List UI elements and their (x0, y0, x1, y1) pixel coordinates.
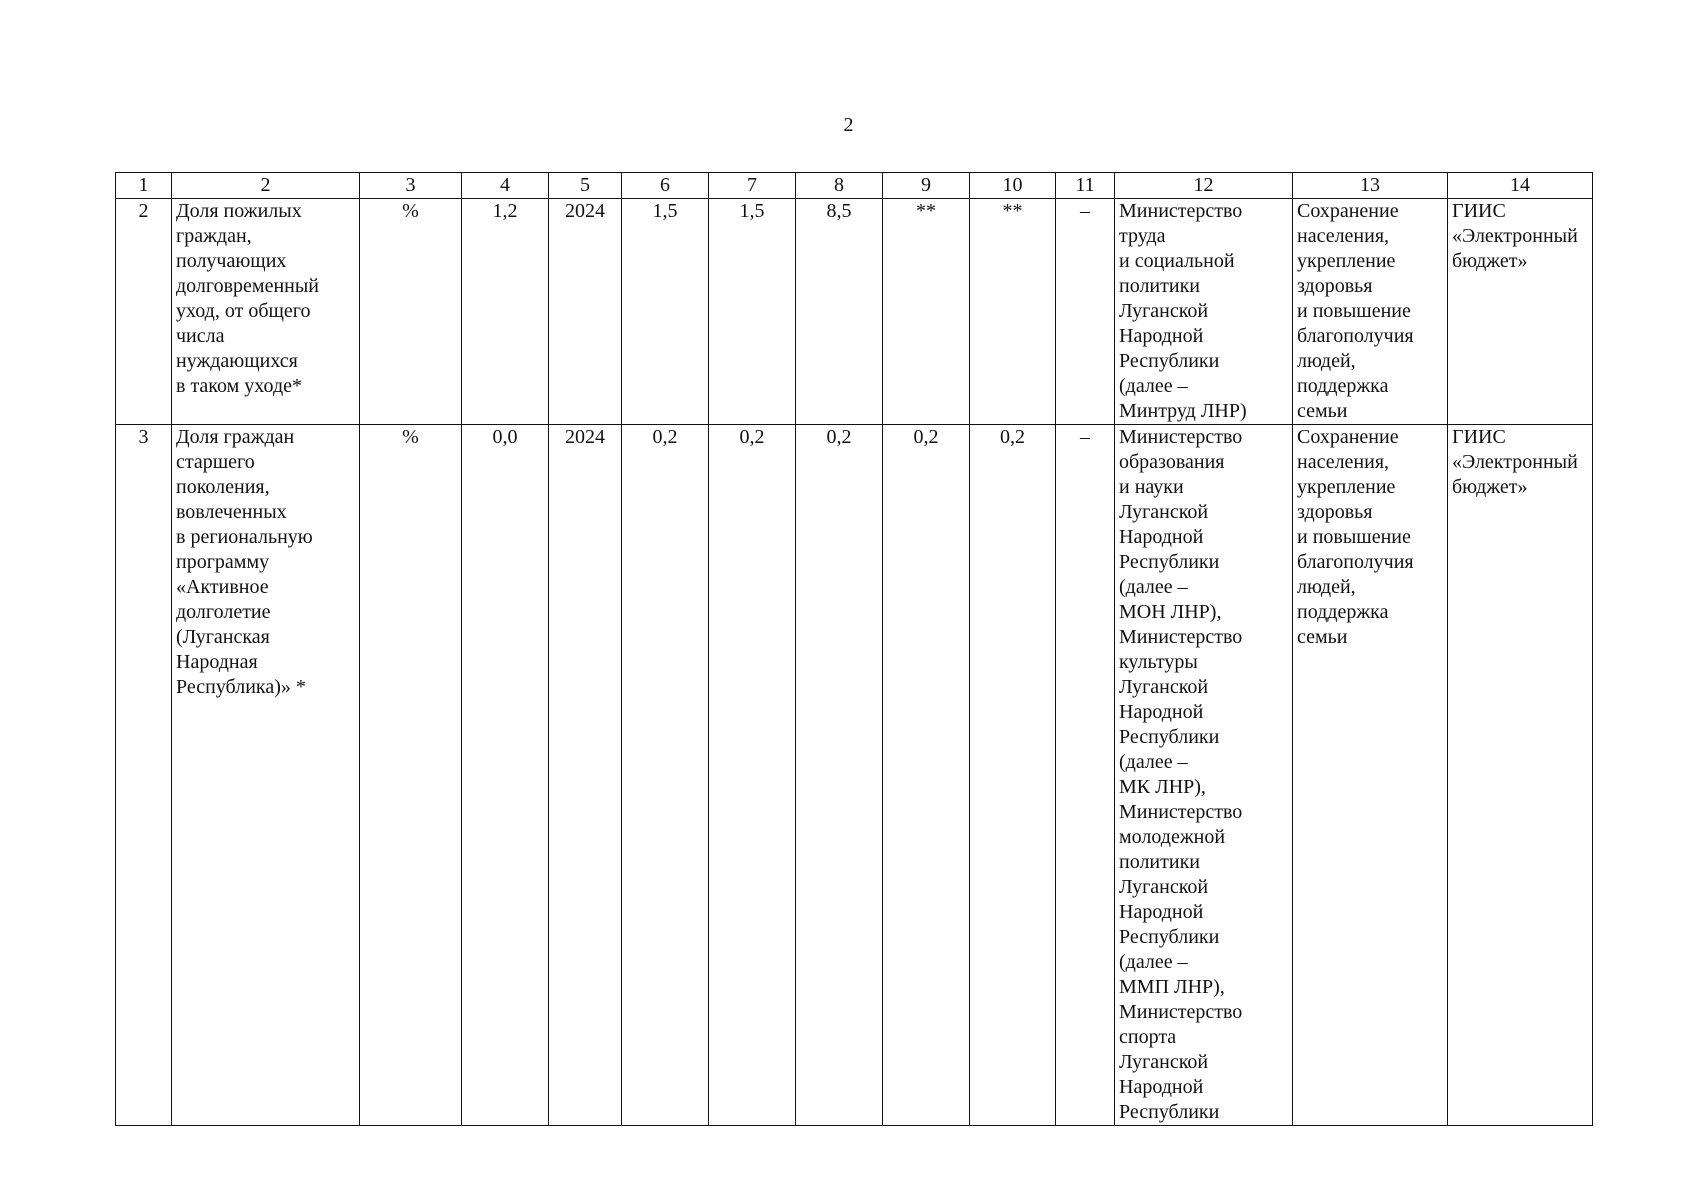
table-header-row (116, 173, 1593, 199)
unit-cell: % (360, 425, 462, 1126)
indicator-name: Доля граждан старшего поколения, вовлеченных в региональную программу «Активное долголетие (Луганская Народная Республика)» * (172, 425, 360, 1126)
goal-cell: Сохранение населения, укрепление здоровья и повышение благополучия людей, поддержка семьи (1293, 199, 1448, 425)
value-cell: 0,2 (709, 425, 796, 1126)
column-header: 8 (796, 173, 883, 199)
value-cell: 0,2 (622, 425, 709, 1126)
value-cell: ** (883, 199, 970, 425)
value-cell: – (1056, 199, 1115, 425)
base-year-cell: 2024 (549, 425, 622, 1126)
column-header: 10 (970, 173, 1056, 199)
column-header: 4 (462, 173, 549, 199)
page-number: 2 (843, 114, 854, 136)
value-cell: 1,5 (622, 199, 709, 425)
column-header: 11 (1056, 173, 1115, 199)
responsible-cell: Министерство труда и социальной политики Луганской Народной Республики (далее – Минтруд ЛНР) (1115, 199, 1293, 425)
base-value-cell: 1,2 (462, 199, 549, 425)
goal-cell: Сохранение населения, укрепление здоровья и повышение благополучия людей, поддержка семьи (1293, 425, 1448, 1126)
column-header: 2 (172, 173, 360, 199)
column-header: 3 (360, 173, 462, 199)
responsible-cell: Министерство образования и науки Луганской Народной Республики (далее – МОН ЛНР), Министерство культуры Луганской Народной Республики (далее – МК ЛНР), Министерство молодежной политики Луганской Народной Республики (далее – ММП ЛНР), Министерство спорта Луганской Народной Республики (1115, 425, 1293, 1126)
column-header: 1 (116, 173, 172, 199)
column-header: 14 (1448, 173, 1593, 199)
column-header: 7 (709, 173, 796, 199)
row-number: 2 (116, 199, 172, 425)
indicators-table (115, 172, 1593, 1126)
column-header: 12 (1115, 173, 1293, 199)
value-cell: 0,2 (883, 425, 970, 1126)
base-value-cell: 0,0 (462, 425, 549, 1126)
column-header: 13 (1293, 173, 1448, 199)
information-system-cell: ГИИС «Электронный бюджет» (1448, 199, 1593, 425)
value-cell: – (1056, 425, 1115, 1126)
column-header: 9 (883, 173, 970, 199)
unit-cell: % (360, 199, 462, 425)
value-cell: 0,2 (970, 425, 1056, 1126)
value-cell: ** (970, 199, 1056, 425)
value-cell: 0,2 (796, 425, 883, 1126)
column-header: 5 (549, 173, 622, 199)
value-cell: 8,5 (796, 199, 883, 425)
value-cell: 1,5 (709, 199, 796, 425)
indicator-name: Доля пожилых граждан, получающих долговременный уход, от общего числа нуждающихся в таком уходе* (172, 199, 360, 425)
row-number: 3 (116, 425, 172, 1126)
column-header: 6 (622, 173, 709, 199)
information-system-cell: ГИИС «Электронный бюджет» (1448, 425, 1593, 1126)
base-year-cell: 2024 (549, 199, 622, 425)
table-row (116, 199, 1593, 425)
table-row (116, 425, 1593, 1126)
